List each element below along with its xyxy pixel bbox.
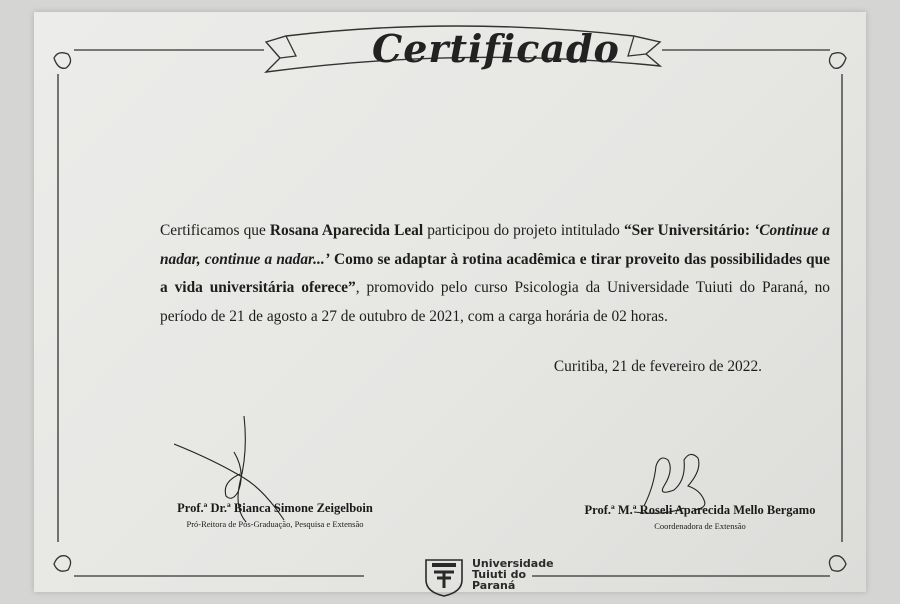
project-title-a: “Ser Universitário: — [623, 222, 755, 239]
signer-1-role: Pró-Reitora de Pós-Graduação, Pesquisa e Extensão — [186, 519, 364, 529]
signature-block-1 — [160, 501, 390, 529]
certificate-paper — [34, 12, 866, 592]
signer-2-name: Prof.ª M.ª Roseli Aparecida Mello Bergamo — [584, 503, 816, 517]
certificate-title: Certificado — [372, 26, 620, 71]
university-name-line-2: Tuiuti do — [472, 568, 527, 581]
body-text-3: , promovido pelo curso Psicologia da Universidade Tuiuti do Paraná, no período de 21 de agosto a 27 de outubro de 2021, com a carga horária de 02 horas. — [160, 279, 831, 325]
signature-block-2 — [569, 503, 831, 531]
university-emblem-icon — [422, 554, 466, 598]
project-title-c: Como se adaptar à rotina acadêmica e tirar proveito das possibilidades que a vida universitária oferece” — [160, 250, 830, 297]
university-name — [472, 558, 554, 591]
university-name-line-3: Paraná — [472, 579, 516, 592]
university-logo — [422, 554, 562, 604]
university-name-line-1: Universidade — [472, 557, 554, 570]
signer-2-role: Coordenadora de Extensão — [654, 521, 746, 531]
date-line: Curitiba, 21 de fevereiro de 2022. — [553, 358, 762, 375]
signer-1-name: Prof.ª Dr.ª Bianca Simone Zeigelboin — [177, 501, 373, 515]
body-intro: Certificamos que — [160, 222, 270, 239]
recipient-name: Rosana Aparecida Leal — [269, 222, 424, 239]
body-text-2: participou do projeto intitulado — [423, 222, 624, 239]
certificate-body — [160, 217, 830, 331]
project-title-b: ‘Continue a nadar, continue a nadar...’ — [160, 222, 830, 268]
